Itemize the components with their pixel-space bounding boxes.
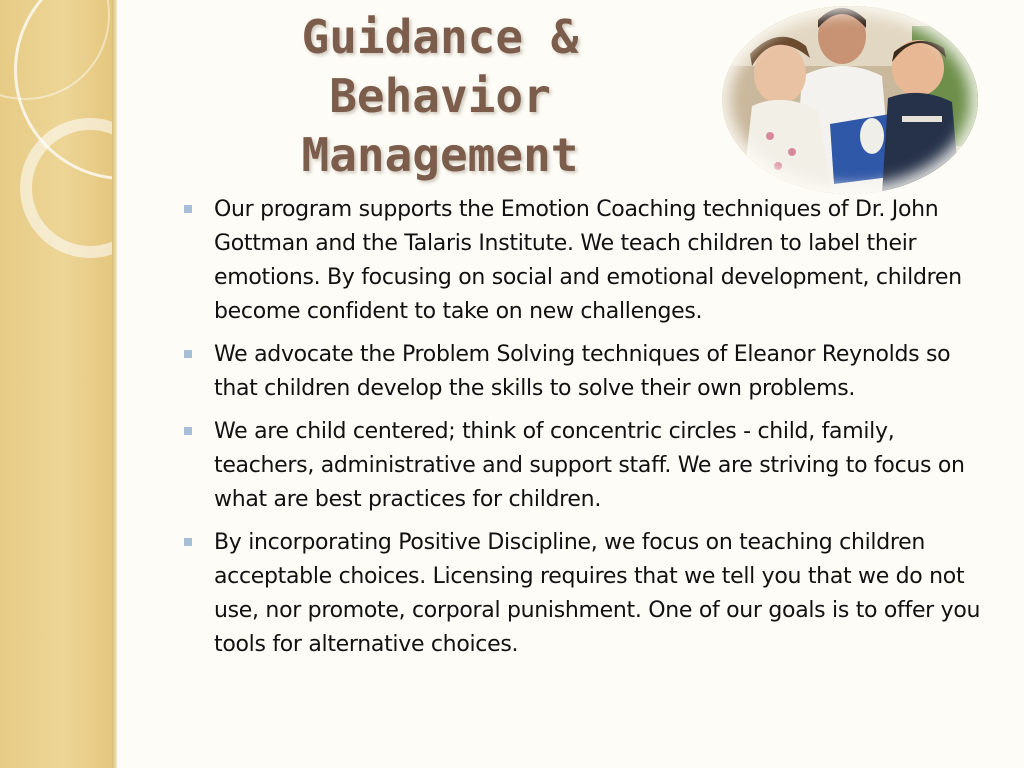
list-item-text: We advocate the Problem Solving techniques of Eleanor Reynolds so that children develop the skills to solve their own problems. bbox=[214, 342, 951, 401]
list-item bbox=[180, 526, 995, 662]
list-item bbox=[180, 193, 995, 329]
square-bullet-icon bbox=[184, 538, 192, 546]
square-bullet-icon bbox=[184, 427, 192, 435]
sidebar-divider bbox=[112, 0, 117, 768]
list-item-text: Our program supports the Emotion Coaching techniques of Dr. John Gottman and the Talaris Institute. We teach children to label their emotions. By focusing on social and emotional development, children become confident to take on new challenges. bbox=[214, 197, 962, 324]
decorative-ring bbox=[20, 118, 113, 258]
decorative-sidebar bbox=[0, 0, 113, 768]
list-item bbox=[180, 338, 995, 406]
children-photo bbox=[722, 6, 978, 194]
slide-title: Guidance & Behavior Management bbox=[301, 10, 579, 182]
bullet-list bbox=[180, 193, 995, 671]
list-item-text: We are child centered; think of concentric circles - child, family, teachers, administrative and support staff. We are striving to focus on what are best practices for children. bbox=[214, 419, 965, 512]
list-item bbox=[180, 415, 995, 517]
list-item-text: By incorporating Positive Discipline, we focus on teaching children acceptable choices. Licensing requires that we tell you that we do not use, nor promote, corporal punishment. One of our goals is to offer you tools for alternative choices. bbox=[214, 530, 981, 657]
square-bullet-icon bbox=[184, 205, 192, 213]
square-bullet-icon bbox=[184, 350, 192, 358]
